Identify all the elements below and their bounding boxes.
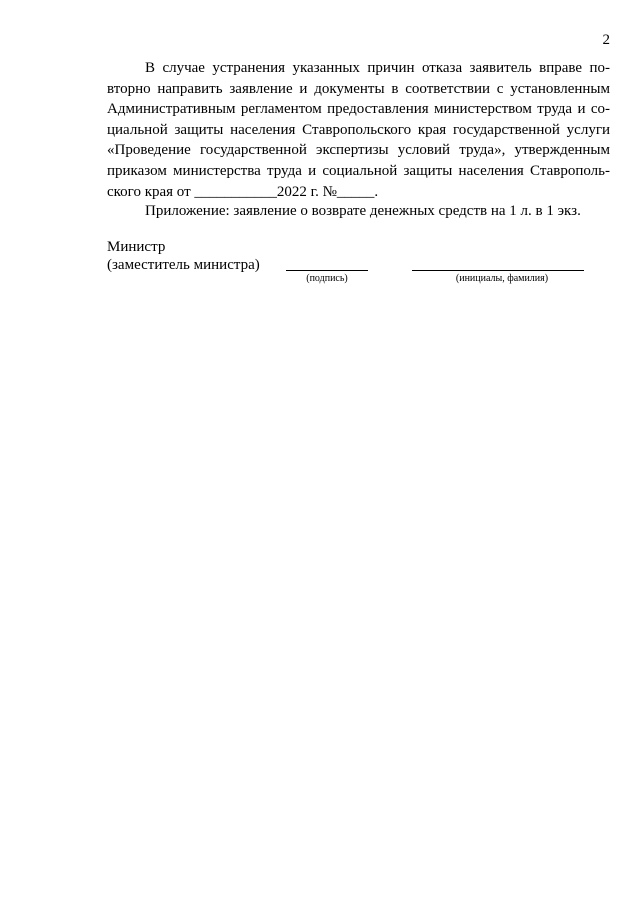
paragraph-line: В случае устранения указанных причин отказа заявитель вправе по- <box>145 60 610 76</box>
refusal-notice-paragraph <box>107 58 610 202</box>
paragraph-line: «Проведение государственной экспертизы условий труда», утвержденным <box>107 142 610 159</box>
signature-caption: (подпись) <box>306 273 348 284</box>
paragraph-line: приказом министерства труда и социальной защиты населения Ставрополь- <box>107 162 610 179</box>
page-number: 2 <box>602 32 610 48</box>
attachment-paragraph <box>107 201 610 222</box>
signatory-title-alternate: (заместитель министра) <box>107 257 260 273</box>
name-caption: (инициалы, фамилия) <box>455 273 549 284</box>
paragraph-line: вторно направить заявление и документы в соответствии с установленным <box>107 80 610 97</box>
paragraph-line: Приложение: заявление о возврате денежных средств на 1 л. в 1 экз. <box>145 203 581 219</box>
paragraph-line: Административным регламентом предоставления министерством труда и со- <box>107 101 610 118</box>
paragraph-line: циальной защиты населения Ставропольского края государственной услуги <box>107 121 610 138</box>
paragraph-line: ского края от ___________2022 г. №_____. <box>107 183 379 200</box>
signatory-title: Министр <box>107 239 166 255</box>
signature-line <box>286 270 368 271</box>
name-line <box>412 270 584 271</box>
